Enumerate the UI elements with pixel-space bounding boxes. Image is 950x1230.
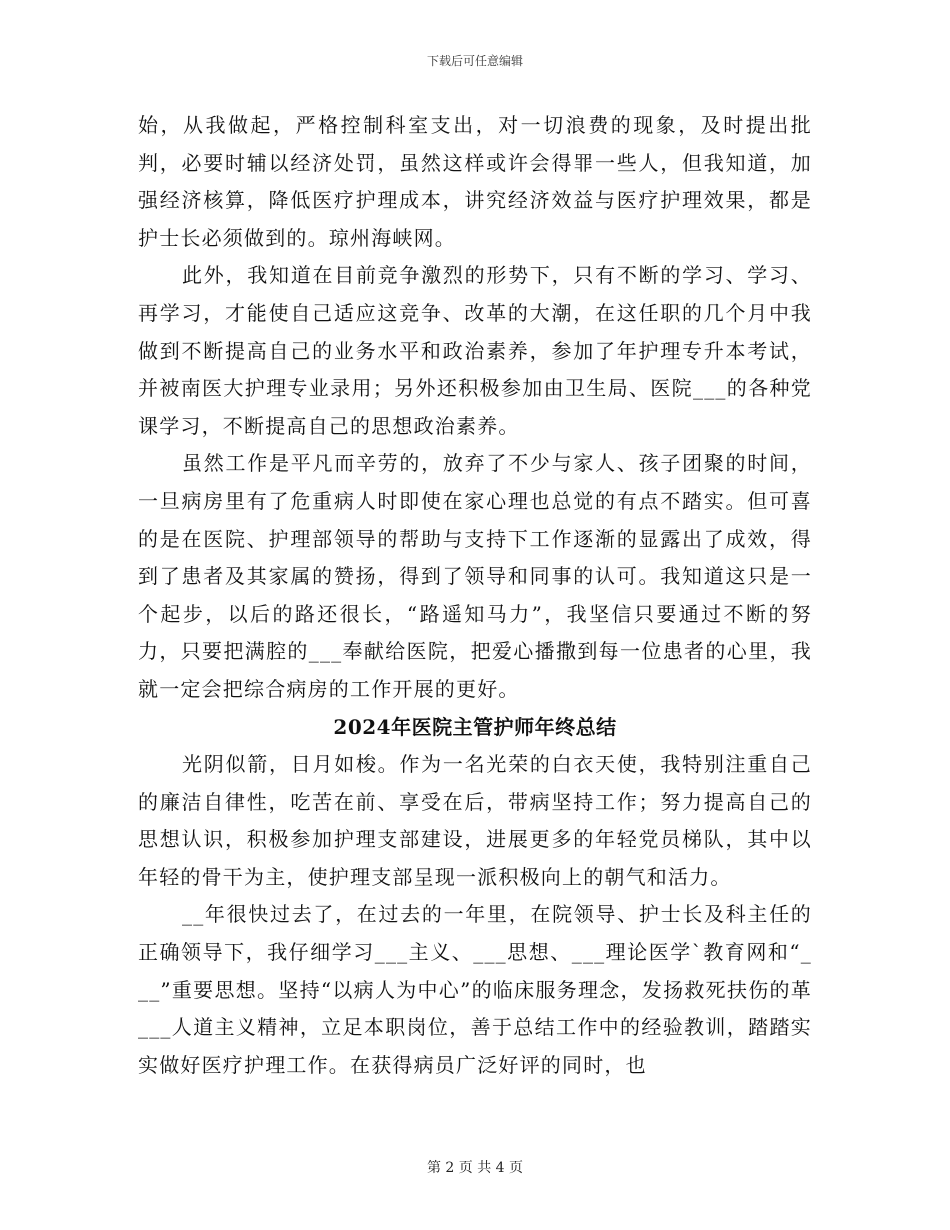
paragraph-work: 虽然工作是平凡而辛劳的，放弃了不少与家人、孩子团聚的时间，一旦病房里有了危重病人时即使在家心理也总觉的有点不踏实。但可喜的是在医院、护理部领导的帮助与支持下工作逐渐的显露出了成效，得到了患者及其家属的赞扬，得到了领导和同事的认可。我知道这只是一个起步，以后的路还很长，“路遥知马力”，我坚信只要通过不断的努力，只要把满腔的___奉献给医院，把爱心播撒到每一位患者的心里，我就一定会把综合病房的工作开展的更好。 — [138, 451, 812, 701]
paragraph-study: 此外，我知道在目前竞争激烈的形势下，只有不断的学习、学习、再学习，才能使自己适应这竞争、改革的大潮，在这任职的几个月中我做到不断提高自己的业务水平和政治素养，参加了年护理专升本考试，并被南医大护理专业录用；另外还积极参加由卫生局、医院___的各种党课学习，不断提高自己的思想政治素养。 — [138, 263, 812, 438]
paragraph-continued: 始，从我做起，严格控制科室支出，对一切浪费的现象，及时提出批判，必要时辅以经济处罚，虽然这样或许会得罪一些人，但我知道，加强经济核算，降低医疗护理成本，讲究经济效益与医疗护理效果，都是护士长必须做到的。琼州海峡网。 — [138, 113, 812, 250]
document-body — [138, 107, 812, 1084]
paragraph-intro: 光阴似箭，日月如梭。作为一名光荣的白衣天使，我特别注重自己的廉洁自律性，吃苦在前、享受在后，带病坚持工作；努力提高自己的思想认识，积极参加护理支部建设，进展更多的年轻党员梯队，其中以年轻的骨干为主，使护理支部呈现一派积极向上的朝气和活力。 — [138, 752, 812, 889]
page-header-note: 下载后可任意编辑 — [426, 54, 523, 68]
paragraph-year-review: __年很快过去了，在过去的一年里，在院领导、护士长及科主任的正确领导下，我仔细学习___主义、___思想、___理论医学`教育网和“___”重要思想。坚持“以病人为中心”的临床服务理念，发扬救死扶伤的革___人道主义精神，立足本职岗位，善于总结工作中的经验教训，踏踏实实做好医疗护理工作。在获得病员广泛好评的同时，也 — [138, 902, 812, 1077]
page-number: 第 2 页 共 4 页 — [426, 1160, 524, 1176]
section-title: 2024年医院主管护师年终总结 — [333, 714, 617, 739]
